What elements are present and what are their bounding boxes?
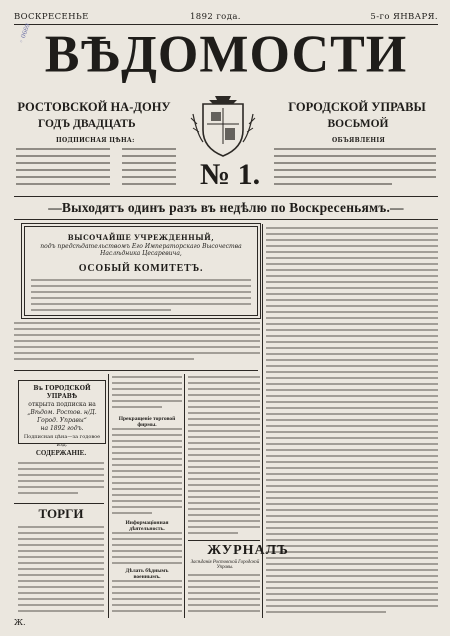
subscription-price-table: [14, 145, 180, 191]
library-stamp-icon: ◦ 0669: [18, 22, 32, 45]
column-divider-2: [184, 374, 185, 618]
committee-notice-frame: [24, 226, 258, 316]
contents-title: СОДЕРЖАНІЕ.: [35, 449, 87, 457]
info-activity-text: [112, 530, 182, 566]
firm-closure-text: [112, 426, 182, 518]
advertisement-terms-text: [272, 145, 438, 191]
masthead-year-left: ГОДЪ ДВАДЦАТЬ: [38, 118, 136, 130]
subscription-box: [18, 380, 106, 448]
third-column-text: [188, 374, 260, 540]
journal-subtitle: Засѣданія Ростовской Городской Управы.: [190, 560, 260, 570]
journal-title: ЖУРНАЛЪ: [207, 543, 289, 558]
committee-notice-continuation: [14, 320, 260, 366]
masthead-left-subtitle: РОСТОВСКОЙ НА-ДОНУ: [17, 100, 171, 114]
weekday: ВОСКРЕСЕНЬЕ: [14, 12, 89, 22]
subscription-box-line1: Въ ГОРОДСКОЙ УПРАВѢ: [33, 385, 91, 400]
subscription-box-line4: на 1892 годъ.: [40, 425, 84, 432]
poor-soldiers-title: Дѣлать бѣднымъ военнымъ.: [125, 568, 169, 580]
torgi-text: [18, 524, 104, 618]
subscription-label: ПОДПИСНАЯ ЦѢНА:: [56, 137, 135, 144]
ads-label: ОБЪЯВЛЕНІЯ: [332, 137, 386, 144]
issue-year: 1892 года.: [190, 12, 241, 22]
masthead-year-right: ВОСЬМОЙ: [327, 118, 389, 130]
column-divider-1: [108, 374, 109, 618]
subscription-box-line5: Подписная цѣна—за годовое изд.: [23, 434, 101, 448]
contents-list: [18, 460, 104, 500]
info-activity-title: Информаціонная дѣятельность.: [125, 520, 169, 532]
header-line: [14, 12, 438, 24]
journal-text: [188, 572, 260, 618]
coat-of-arms-icon: [187, 94, 259, 160]
notice-subheading: подъ предсѣдательствомъ Его Императорскаго Высочества Наслѣдника Цесаревича,: [40, 243, 242, 257]
margin-note: Ж.: [14, 618, 26, 627]
issue-date: 5-го ЯНВАРЯ.: [370, 12, 438, 22]
issue-number: № 1.: [200, 158, 261, 191]
subscription-box-line3: „Вѣдом. Ростов. н/Д. Город. Управы“: [27, 409, 97, 424]
section-rule: [14, 370, 258, 371]
notice-title: ОСОБЫЙ КОМИТЕТЪ.: [78, 263, 204, 274]
masthead-right-subtitle: ГОРОДСКОЙ УПРАВЫ: [288, 100, 426, 114]
notice-body-text: [31, 277, 251, 311]
subscription-box-line2: открыта подписка на: [28, 401, 96, 408]
middle-column-text: [112, 374, 182, 414]
firm-closure-title: Прекращеніе торговой фирмы.: [118, 416, 176, 428]
notice-heading: ВЫСОЧАЙШЕ УЧРЕЖДЕННЫЙ,: [67, 233, 215, 242]
newspaper-page: [14, 12, 438, 628]
publication-schedule-banner: —Выходятъ одинъ разъ въ недѣлю по Воскресеньямъ.—: [14, 196, 438, 220]
poor-soldiers-text: [112, 578, 182, 618]
torgi-rule: [14, 503, 104, 504]
masthead-title: ВѢДОМОСТИ: [44, 25, 408, 84]
journal-rule: [188, 540, 260, 541]
torgi-title: ТОРГИ: [38, 506, 84, 521]
